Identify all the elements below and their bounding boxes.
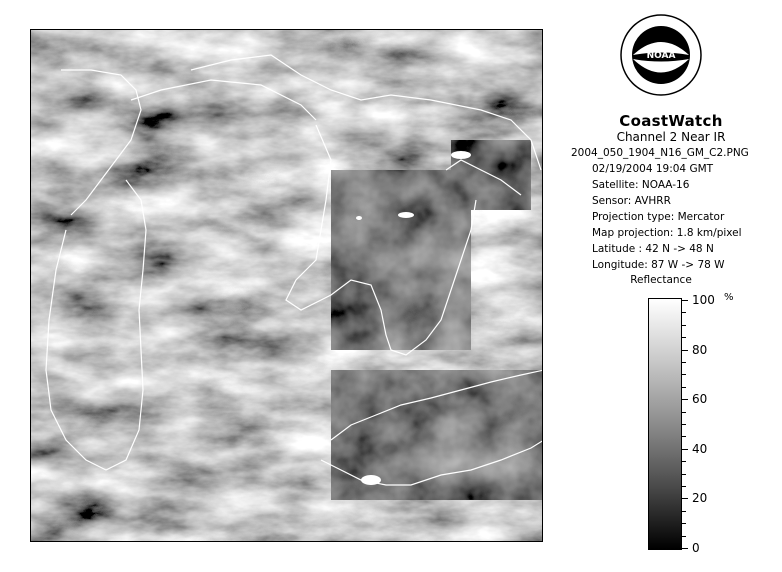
projection-type: Projection type: Mercator — [592, 211, 725, 223]
colorbar-tick — [682, 449, 688, 450]
colorbar-title: Reflectance — [630, 274, 692, 286]
map-image — [31, 30, 543, 542]
colorbar-tick — [682, 312, 686, 313]
colorbar-label: 80 — [692, 342, 708, 357]
colorbar-tick — [682, 387, 686, 388]
colorbar-label: 100 — [692, 293, 715, 307]
longitude-range: Longitude: 87 W -> 78 W — [592, 259, 725, 271]
colorbar-unit: % — [724, 292, 734, 303]
file-name: 2004_050_1904_N16_GM_C2.PNG — [571, 147, 749, 159]
colorbar-tick — [682, 436, 686, 437]
colorbar-tick — [682, 461, 686, 462]
colorbar-tick — [682, 424, 686, 425]
colorbar-label: 20 — [692, 491, 708, 506]
colorbar-tick — [682, 374, 686, 375]
colorbar-tick — [682, 486, 686, 487]
date-time: 02/19/2004 19:04 GMT — [592, 163, 714, 175]
noaa-logo — [620, 14, 702, 96]
satellite-label: Satellite: NOAA-16 — [592, 179, 690, 191]
colorbar-tick — [682, 548, 688, 549]
colorbar-tick — [682, 498, 688, 499]
channel-label: Channel 2 Near IR — [616, 130, 726, 144]
brand-title: CoastWatch — [619, 112, 723, 130]
colorbar-tick — [682, 362, 686, 363]
colorbar-tick — [682, 511, 686, 512]
colorbar-label: 0 — [692, 541, 700, 555]
sensor-label: Sensor: AVHRR — [592, 195, 671, 207]
colorbar-tick — [682, 399, 688, 400]
reflectance-colorbar — [648, 298, 682, 550]
colorbar-tick — [682, 474, 686, 475]
colorbar-label: 60 — [692, 392, 708, 407]
colorbar-tick — [682, 412, 686, 413]
map-projection: Map projection: 1.8 km/pixel — [592, 227, 742, 239]
colorbar-tick — [682, 523, 686, 524]
logo-text: NOAA — [646, 51, 676, 61]
colorbar-tick — [682, 325, 686, 326]
colorbar-tick — [682, 300, 688, 301]
colorbar-tick — [682, 337, 686, 338]
colorbar-tick — [682, 350, 688, 351]
colorbar-tick — [682, 536, 686, 537]
latitude-range: Latitude : 42 N -> 48 N — [592, 243, 714, 255]
colorbar-label: 40 — [692, 441, 708, 456]
satellite-map — [30, 29, 543, 542]
